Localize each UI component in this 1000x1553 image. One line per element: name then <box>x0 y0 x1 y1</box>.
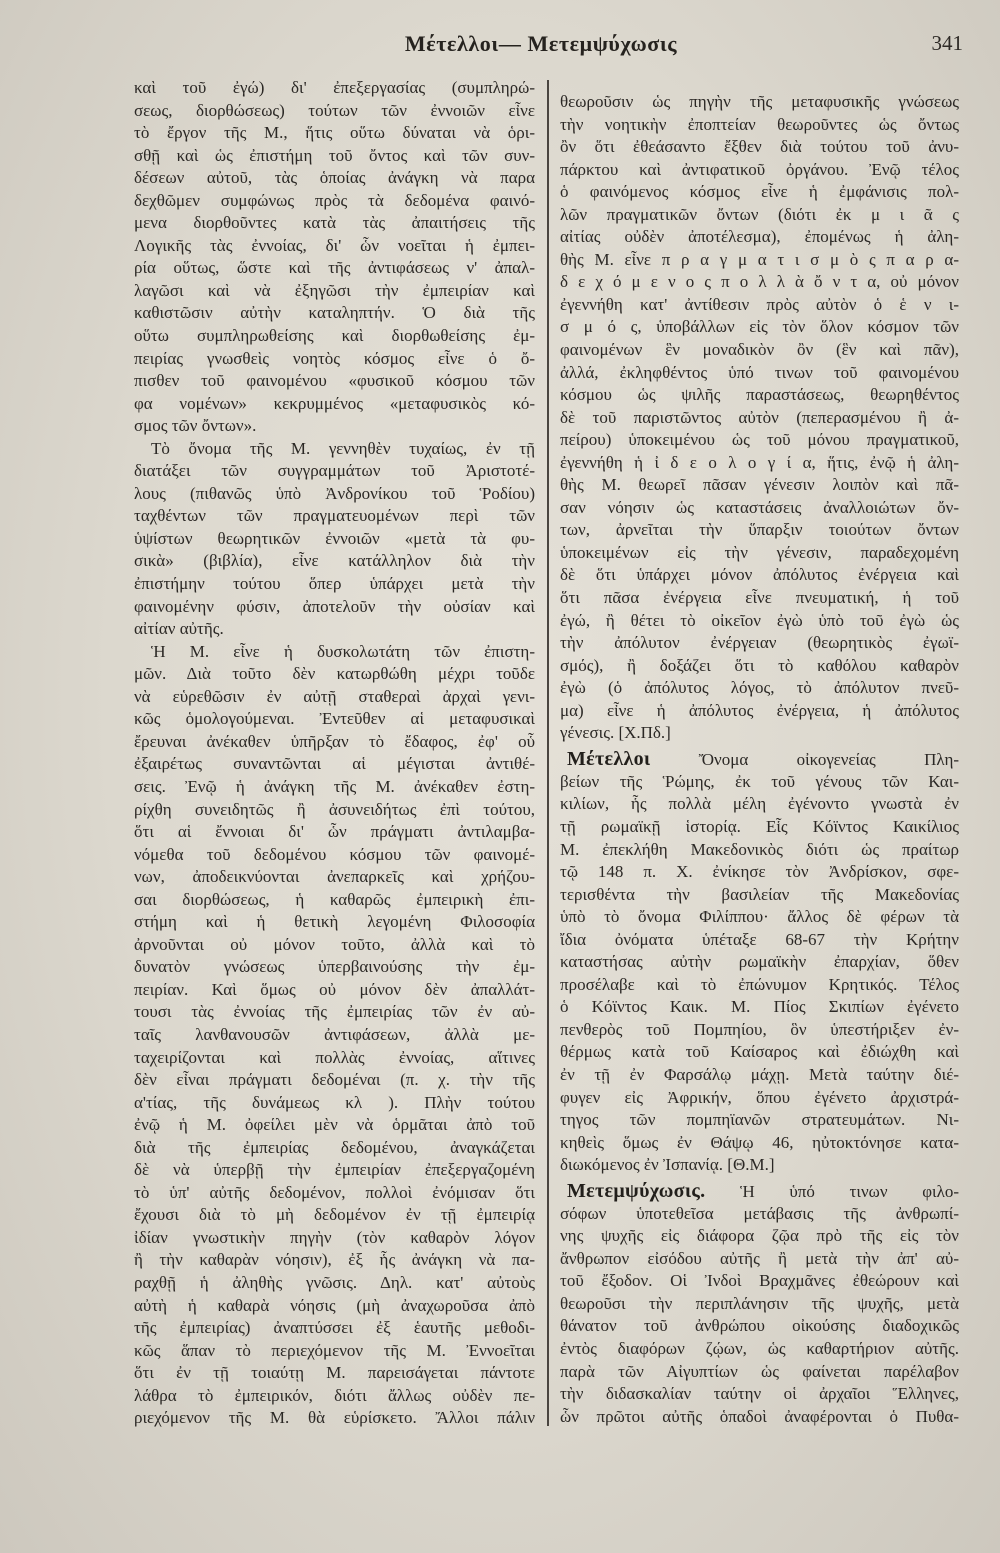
text-line <box>134 1047 535 1070</box>
text-line <box>560 1270 959 1293</box>
text-line <box>560 861 959 884</box>
text-line <box>560 339 959 362</box>
text-line <box>134 686 535 709</box>
text-line <box>560 610 959 633</box>
text-line <box>134 122 535 145</box>
text-line <box>134 1407 535 1430</box>
text-line <box>134 979 535 1002</box>
text-line <box>134 528 535 551</box>
text-line <box>134 1069 535 1092</box>
text-line <box>560 1248 959 1271</box>
text-line <box>134 77 535 100</box>
line-text: ἐγεννήθη κατ' ἀντίθεσιν πρὸς αὐτὸν ὁ ἑ ν ι- <box>560 294 959 314</box>
line-text: νόμεθα τοῦ δεδομένου κόσμου τῶν φαινομέ- <box>134 844 535 864</box>
line-text: θὴς Μ. θεωρεῖ πᾶσαν γένεσιν λοιπὸν καὶ πᾶ- <box>560 475 959 495</box>
text-line <box>560 429 959 452</box>
text-line <box>560 974 959 997</box>
text-line <box>560 1019 959 1042</box>
line-text: ρίχθη συνειδητῶς ἢ ἀσυνειδήτως ἐπὶ τούτου, <box>134 799 535 819</box>
text-line <box>134 393 535 416</box>
line-text: ἐντὸς διαφόρων ζῴων, ὡς καθαρτήριον αὐτῆς. <box>560 1338 959 1358</box>
text-line <box>560 362 959 385</box>
text-line <box>560 294 959 317</box>
running-head: Μέτελλοι— Μετεμψύχωσις <box>404 31 678 56</box>
text-line <box>134 370 535 393</box>
line-text: παρὰ τῶν Αἰγυπτίων ὡς φαίνεται παρέλαβον <box>560 1361 959 1381</box>
line-text: ὂν ὅτι ἐθεάσαντο ἔξθεν διὰ τούτου τοῦ ἀνυ- <box>560 137 959 157</box>
text-line <box>560 204 959 227</box>
line-text: κῶς ὁμολογούμεναι. Ἐντεῦθεν αἱ μεταφυσικαὶ <box>134 709 535 729</box>
text-line <box>560 519 959 542</box>
text-line <box>560 839 959 862</box>
text-line <box>134 1137 535 1160</box>
text-line <box>134 731 535 754</box>
text-line <box>134 302 535 325</box>
line-text: πισθεν τοῦ φαινομένου «φυσικοῦ κόσμου τῶν <box>134 371 535 391</box>
text-line <box>134 257 535 280</box>
line-text: ἀρνοῦνται οὐ μόνον τοῦτο, ἀλλὰ καὶ τὸ <box>134 934 535 954</box>
text-line <box>560 271 959 294</box>
text-line <box>134 776 535 799</box>
text-line <box>134 1204 535 1227</box>
line-text: πάρκτου καὶ ἀντιφατικοῦ ὀργάνου. Ἐνῷ τέλος <box>560 159 959 179</box>
line-text: ὅτι πᾶσα ἐνέργεια εἶνε πνευματική, ἡ τοῦ <box>560 588 959 608</box>
line-text: τὸ ὑπ' αὐτῆς δεδομένον, πολλοὶ ἐνόμισαν ὅτι <box>134 1182 535 1202</box>
line-text: προσέλαβε καὶ τὸ ἐπώνυμον Κρητικός. Τέλος <box>560 974 959 994</box>
line-text: τουσι τὰς ἐννοίας τῆς ἐμπειρίας τῶν ἐν αὐ- <box>134 1002 535 1022</box>
line-text: μῶν. Διὰ τοῦτο δὲν κατωρθώθη μέχρι τοῦδε <box>134 664 535 684</box>
line-text: θεωροῦσιν ὡς πηγὴν τῆς μεταφυσικῆς γνώσεως <box>560 92 959 111</box>
line-text: διωκόμενος ἐν Ἰσπανίᾳ. [Θ.Μ.] <box>560 1155 775 1175</box>
text-line <box>134 596 535 619</box>
text-line <box>560 1064 959 1087</box>
line-text: μα) εἶνε ἡ ἀπόλυτος ἐνέργεια, ἡ ἀπόλυτος <box>560 700 959 720</box>
text-line <box>560 407 959 430</box>
text-line <box>134 799 535 822</box>
line-text: θεωροῦσι τὴν περιπλάνησιν τῆς ψυχῆς, μετὰ <box>560 1293 959 1313</box>
line-text: νὰ εὑρεθῶσιν ἐν αὐτῇ σταθεραὶ ἀρχαὶ γενι- <box>134 686 535 706</box>
line-text: ἐξαιρέτως συναντῶνται αἱ μέγισται ἀντιθέ- <box>134 754 535 774</box>
line-text: πειρίαν. Καὶ ὅμως οὐ μόνον δὲν ἀπαλλάτ- <box>134 979 535 999</box>
line-text: Μ. ἐπεκλήθη Μακεδονικὸς διότι ὡς πραίτωρ <box>560 839 959 859</box>
line-text: ὅτι ἐν τῇ τοιαύτῃ Μ. παρεισάγεται πάντοτε <box>134 1363 535 1383</box>
text-line <box>134 212 535 235</box>
text-line <box>560 1154 959 1177</box>
text-line <box>560 771 959 794</box>
text-line <box>134 1362 535 1385</box>
text-line <box>560 996 959 1019</box>
line-text: Ἡ Μ. εἶνε ἡ δυσκολωτάτη τῶν ἐπιστη- <box>151 641 535 661</box>
text-line <box>134 889 535 912</box>
text-line <box>134 280 535 303</box>
text-line <box>560 114 959 137</box>
line-text: πενθερὸς τοῦ Πομπηίου, ὃν ὑπεστήριξεν ἐν- <box>560 1019 959 1039</box>
line-text: βείων τῆς Ῥώμης, ἐκ τοῦ γένους τῶν Και- <box>560 771 959 791</box>
line-text: φα νομένων» κεκρυμμένος «μεταφυσικὸς κό- <box>134 393 535 413</box>
text-line <box>560 951 959 974</box>
line-text: τῆς ἐμπειρίας) ἀναπτύσσει ἐξ ἑαυτῆς μεθοδι- <box>134 1318 535 1338</box>
text-line <box>560 1087 959 1110</box>
paragraph <box>560 91 959 745</box>
text-line <box>134 1227 535 1250</box>
text-line <box>134 956 535 979</box>
text-line <box>134 573 535 596</box>
line-text: Λογικῆς τὰς ἐννοίας, δι' ὧν νοεῖται ἡ ἐμπει- <box>134 235 535 255</box>
right-column <box>560 91 959 1428</box>
line-text: λους (πιθανῶς ὑπὸ Ἀνδρονίκου τοῦ Ῥοδίου) <box>134 483 535 503</box>
text-line <box>560 1315 959 1338</box>
line-text: ριεχόμενον τῆς Μ. θὰ εὑρίσκετο. Ἄλλοι πάλιν <box>134 1408 535 1428</box>
line-text: θάνατον τοῦ ἀνθρώπου οἰκούσης διαδοχικῶς <box>560 1316 959 1336</box>
text-line <box>134 145 535 168</box>
text-line <box>134 1092 535 1115</box>
text-line <box>560 906 959 929</box>
line-text: φυγεν εἰς Ἀφρικήν, ὅπου ἐγένετο ἀρχιστρά- <box>560 1087 959 1107</box>
entry-heading: Μετεμψύχωσις. <box>567 1179 706 1202</box>
text-line <box>560 542 959 565</box>
text-line <box>134 483 535 506</box>
line-text: Τὸ ὄνομα τῆς Μ. γεννηθὲν τυχαίως, ἐν τῇ <box>151 438 535 458</box>
line-text: ταχθέντων τῶν πραγματευομένων περὶ τῶν <box>134 506 535 526</box>
text-line <box>134 460 535 483</box>
text-line <box>560 136 959 159</box>
text-line <box>560 1293 959 1316</box>
text-line <box>560 700 959 723</box>
text-line <box>134 1340 535 1363</box>
text-line <box>134 1317 535 1340</box>
line-text: λῶν πραγματικῶν ὄντων (διότι ἐκ μ ι ᾶ ς <box>560 204 959 224</box>
line-text: πειρίας γνωσθεὶς νοητὸς κόσμος εἶνε ὁ ὄ- <box>134 348 535 368</box>
text-line <box>134 934 535 957</box>
line-text: ἐνῷ ἡ Μ. ὀφείλει μὲν νὰ ὁρμᾶται ἀπὸ τοῦ <box>134 1115 535 1135</box>
left-column <box>134 77 535 1430</box>
line-text: ἢ τὴν καθαρὰν νόησιν), ἐξ ἧς ἀνάγκη νὰ πα- <box>134 1250 535 1270</box>
line-text: ἴδια ὀνόματα ὑπέταξε 68-67 τὴν Κρήτην <box>560 929 959 949</box>
text-line <box>560 793 959 816</box>
text-line <box>134 100 535 123</box>
line-text: τῇ ρωμαϊκῇ ἱστορίᾳ. Εἷς Κόϊντος Καικίλιος <box>560 816 959 836</box>
line-text: ταῖς λανθανουσῶν ἀντιφάσεων, ἀλλὰ με- <box>134 1024 535 1044</box>
line-text: δεχθῶμεν συμφώνως πρὸς τὰ δεδομένα φαινό- <box>134 190 535 210</box>
line-text: ρία οὕτως, ὥστε καὶ τῆς ἀντιφάσεως ν' ἀπαλ- <box>134 258 535 278</box>
text-line <box>560 159 959 182</box>
text-line <box>560 452 959 475</box>
line-text: αἰτίαν αὐτῆς. <box>134 619 224 639</box>
text-line <box>560 497 959 520</box>
line-text: στήμη καὶ ἡ θετικὴ λεγομένη Φιλοσοφία <box>134 912 535 932</box>
text-line <box>134 235 535 258</box>
line-text: σεως, διορθώσεως) τούτων τῶν ἐννοιῶν εἶνε <box>134 100 535 120</box>
line-text: ταχειρίζονται καὶ πολλὰς ἐννοίας, αἵτινες <box>134 1047 535 1067</box>
text-line <box>560 91 959 114</box>
text-line <box>560 1203 959 1226</box>
line-text: δὲν εἶναι πράγματι δεδομέναι (π. χ. τὴν τῆς <box>134 1070 535 1090</box>
text-line <box>134 167 535 190</box>
paragraph <box>134 438 535 641</box>
line-text: α'τίας, τῆς δυνάμεως κλ ). Πλὴν τούτου <box>134 1092 535 1112</box>
line-text: ὑποκειμένων εἰς τὴν γένεσιν, παραδεχομένη <box>560 542 959 562</box>
paragraph <box>134 77 535 438</box>
text-line <box>134 190 535 213</box>
line-text: δὲ τοῦ παριστῶντος αὐτὸν (πεπερασμένου ἢ ἀ- <box>560 407 959 427</box>
line-text: ὧν πρῶτοι αὐτῆς ὁπαδοὶ ἀναφέρονται ὁ Πυθα- <box>560 1406 959 1426</box>
line-text: πείρου) ὑποκειμένου ὡς τοῦ μόνου πραγματικοῦ, <box>560 430 959 450</box>
line-text: κιλίων, ἧς πολλὰ μέλη ἐγένοντο γνωστὰ ἐν <box>560 794 959 814</box>
line-text: ὅτι αἱ ἔννοιαι δι' ὧν πράγματι ἀντιλαμβα- <box>134 822 535 842</box>
text-line <box>134 708 535 731</box>
text-line <box>560 747 959 771</box>
text-line <box>560 316 959 339</box>
line-text: διὰ τῆς ἐμπειρίας δεδομένου, ἀναγκάζεται <box>134 1137 535 1157</box>
text-line <box>134 1001 535 1024</box>
page-number: 341 <box>931 31 963 55</box>
text-line <box>134 415 535 438</box>
line-text: σ μ ό ς, ὑποβάλλων εἰς τὸν ὅλον κόσμον τῶν <box>560 317 959 337</box>
line-text: τοῦ ἔξοδον. Οἱ Ἰνδοὶ Βραχμᾶνες ἐθεώρουν καὶ <box>560 1271 959 1291</box>
line-text: καταστήσας αὐτὴν ρωμαϊκὴν ἐπαρχίαν, ὅθεν <box>560 952 959 972</box>
line-text: ἐπιστήμην τούτου ὅπερ ὑπάρχει μετὰ τὴν <box>134 574 535 594</box>
line-text: ἐγώ, ἢ θέτει τὸ οἰκεῖον ἐγὼ ὑπὸ τοῦ ἐγὼ ὡς <box>560 610 959 630</box>
text-line <box>560 677 959 700</box>
line-text: ὑπὸ τὸ ὄνομα Φιλίππου· ἄλλος δὲ φέρων τὰ <box>560 907 959 927</box>
text-line <box>134 550 535 573</box>
text-line <box>560 929 959 952</box>
text-line <box>560 181 959 204</box>
text-line <box>134 1159 535 1182</box>
line-text: σθῇ καὶ ὡς ἐπιστήμη τοῦ ὄντος καὶ τῶν συν- <box>134 145 535 165</box>
text-line <box>560 226 959 249</box>
text-line <box>560 722 959 745</box>
text-line <box>134 663 535 686</box>
text-line <box>560 1179 959 1203</box>
line-text: φαινομένην φύσιν, ἀποτελοῦν τὴν οὐσίαν καὶ <box>134 596 535 616</box>
line-text: τηγος τῶν πομπηϊανῶν στρατευμάτων. Νι- <box>560 1110 959 1130</box>
line-text: γένεσις. [Χ.Πδ.] <box>560 723 671 743</box>
column-rule <box>547 80 549 1426</box>
line-text: σαι διορθώσεως, ἡ καθαρῶς ἐμπειρικὴ ἐπι- <box>134 889 535 909</box>
paragraph <box>134 641 535 1430</box>
line-text: δὲ ὅτι ὑπάρχει μόνον ἀπόλυτος ἐνέργεια καὶ <box>560 565 959 585</box>
text-line <box>560 816 959 839</box>
text-line <box>134 866 535 889</box>
text-line <box>134 641 535 664</box>
text-line <box>134 1182 535 1205</box>
text-line <box>134 1272 535 1295</box>
text-line <box>560 1406 959 1429</box>
line-text: σικὰ» (βιβλία), εἶνε κατάλληλον διὰ τὴν <box>134 551 535 571</box>
line-text: ἀλλά, ἐκληφθέντος ὑπό τινων τοῦ φαινομένου <box>560 362 959 382</box>
line-text: Ἡ ὑπό τινων φιλο- <box>740 1181 959 1201</box>
line-text: αὐτὴ ἡ καθαρὰ νόησις (μὴ ἀναχωροῦσα ἀπὸ <box>134 1295 535 1315</box>
text-line <box>134 1295 535 1318</box>
line-text: κηθεὶς ὅμως ἐν Θάψῳ 46, ηὐτοκτόνησε κατα- <box>560 1132 959 1152</box>
entry <box>560 1179 959 1428</box>
line-text: σαν νόησιν ὡς καταστάσεις ἀναλλοιώτων ὄν- <box>560 497 959 517</box>
line-text: κόσμου ὡς ψιλῆς παραστάσεως, θεωρηθέντος <box>560 385 959 405</box>
text-line <box>560 384 959 407</box>
line-text: τὸ ἔργον τῆς Μ., ἥτις οὕτω δύναται νὰ ὁρι- <box>134 123 535 143</box>
line-text: τερισθέντα τὴν βασιλείαν τῆς Μακεδονίας <box>560 884 959 904</box>
line-text: δ ε χ ό μ ε ν ο ς π ο λ λ ὰ ὄ ν τ α, οὐ μόνον <box>560 272 959 292</box>
line-text: δέσεων αὐτοῦ, τὰς ὁποίας ἀνάγκη νὰ παρα <box>134 168 535 188</box>
text-line <box>134 1024 535 1047</box>
text-line <box>560 1361 959 1384</box>
line-text: ὁ φαινόμενος κόσμος εἶνε ἡ ἐμφάνισις πολ- <box>560 182 959 202</box>
line-text: ἔχουσι διὰ τὸ μὴ δεδομένον ἐν τῇ ἐμπειρίᾳ <box>134 1205 535 1225</box>
text-line <box>134 844 535 867</box>
line-text: λαγῶσι καὶ νὰ ἐξηγῶσι τὴν ἐμπειρίαν καὶ <box>134 280 535 300</box>
line-text: καὶ τοῦ ἐγώ) δι' ἐπεξεργασίας (συμπληρώ- <box>134 78 535 97</box>
line-text: ραχθῇ ἡ ἀληθὴς γνῶσις. Δηλ. κατ' αὐτοὺς <box>134 1272 535 1292</box>
line-text: σμος τῶν ὄντων». <box>134 416 257 436</box>
line-text: ὑψίστων θεωρητικῶν ἐννοιῶν «μετὰ τὰ φυ- <box>134 528 535 548</box>
line-text: κῶς ἅπαν τὸ περιεχόμενον τῆς Μ. Ἐννοεῖται <box>134 1340 535 1360</box>
text-line <box>134 1249 535 1272</box>
text-line <box>560 564 959 587</box>
line-text: οὕτω συμπληρωθείσης καὶ διορθωθείσης ἐμ- <box>134 326 535 346</box>
line-text: ἔρευναι ἀνέκαθεν ὑπῆρξαν τὸ ἔδαφος, ἐφ' οὗ <box>134 731 535 751</box>
text-line <box>134 505 535 528</box>
line-text: τὴν διδασκαλίαν ταύτην οἱ ἀρχαῖοι Ἕλληνες, <box>560 1384 959 1404</box>
text-line <box>560 1383 959 1406</box>
line-text: τὴν νοητικὴν ἐποπτείαν θεωροῦντες ὡς ὄντως <box>560 114 959 134</box>
text-line <box>134 618 535 641</box>
line-text: ὁ Κόϊντος Καικ. Μ. Πίος Σκιπίων ἐγένετο <box>560 997 959 1017</box>
line-text: ἐγεννήθη ἡ ἰ δ ε ο λ ο γ ί α, ἥτις, ἐνῷ ἡ ἀλη- <box>560 452 959 472</box>
text-line <box>560 1225 959 1248</box>
line-text: τὴν ἀπόλυτον ἐνέργειαν (θεωρητικὸς ἐγωϊ- <box>560 633 959 653</box>
line-text: θέρμως κατὰ τοῦ Καίσαρος καὶ ἐδιώχθη καὶ <box>560 1042 959 1062</box>
line-text: φαινομένων ἓν μοναδικὸν ὂν (ἓν καὶ πᾶν), <box>560 340 959 360</box>
text-line <box>134 1114 535 1137</box>
line-text: νων, ἀποδεικνύονται ἀνεπαρκεῖς καὶ χρήζου- <box>134 867 535 887</box>
text-line <box>560 1338 959 1361</box>
line-text: ἄνθρωπον εἰσόδου αὐτῆς ἢ μετὰ τὴν ἀπ' αὐ- <box>560 1248 959 1268</box>
line-text: των, ἀρνεῖται τὴν ὕπαρξιν τοιούτων ὄντων <box>560 520 959 540</box>
text-line <box>134 821 535 844</box>
text-line <box>134 438 535 461</box>
text-line <box>560 587 959 610</box>
text-line <box>134 753 535 776</box>
line-text: θὴς Μ. εἶνε π ρ α γ μ α τ ι σ μ ὸ ς π α ρ α- <box>560 249 959 269</box>
text-line <box>560 474 959 497</box>
text-line <box>134 325 535 348</box>
line-text: ἰδίαν γνωστικὴν πηγὴν (τὸν καθαρὸν λόγον <box>134 1227 535 1247</box>
line-text: διατάξει τῶν συγγραμμάτων τοῦ Ἀριστοτέ- <box>134 461 535 481</box>
text-line <box>560 655 959 678</box>
line-text: τῷ 148 π. Χ. ἐνίκησε τὸν Ἀνδρίσκον, σφε- <box>560 862 959 882</box>
line-text: λάθρα τὸ ἐμπειρικόν, διότι ἄλλως οὐδὲν πε- <box>134 1385 535 1405</box>
line-text: αἰτίας οὐδὲν ἀποτέλεσμα), ἐπομένως ἡ ἀλη- <box>560 227 959 247</box>
line-text: ἐν τῇ ἐν Φαρσάλῳ μάχῃ. Μετὰ ταύτην διέ- <box>560 1064 959 1084</box>
line-text: δυνατὸν γνώσεως ὑπερβαινούσης τὴν ἐμ- <box>134 957 535 977</box>
text-line <box>560 249 959 272</box>
text-line <box>560 1041 959 1064</box>
line-text: σόφων ὑποτεθεῖσα μετάβασις τῆς ἀνθρωπί- <box>560 1203 959 1223</box>
line-text: νης ψυχῆς εἰς διάφορα ζῷα πρὸ τῆς εἰς τὸν <box>560 1226 959 1246</box>
text-line <box>560 632 959 655</box>
text-line <box>560 884 959 907</box>
line-text: δὲ νὰ ὑπερβῇ τὴν ἐμπειρίαν ἐπεξεργαζομένη <box>134 1160 535 1180</box>
text-line <box>134 1385 535 1408</box>
line-text: σεις. Ἐνῷ ἡ ἀνάγκη τῆς Μ. ἀνέκαθεν ἐστη- <box>134 776 535 796</box>
line-text: μενα διορθοῦντες κατὰ τὰς ἀπαιτήσεις τῆς <box>134 213 535 233</box>
text-line <box>560 1109 959 1132</box>
line-text: σμός), ἢ δοξάζει ὅτι τὸ καθόλου καθαρὸν <box>560 655 959 675</box>
text-line <box>134 911 535 934</box>
entry-heading: Μέτελλοι <box>567 747 651 770</box>
line-text: ἐγὼ (ὁ ἀπόλυτος λόγος, τὸ ἀπόλυτον πνεῦ- <box>560 678 959 698</box>
text-line <box>134 348 535 371</box>
line-text: καθιστῶσιν αὐτὴν καταληπτήν. Ὁ διὰ τῆς <box>134 303 535 323</box>
line-text: Ὄνομα οἰκογενείας Πλη- <box>698 749 959 769</box>
entry <box>560 747 959 1177</box>
text-line <box>560 1132 959 1155</box>
